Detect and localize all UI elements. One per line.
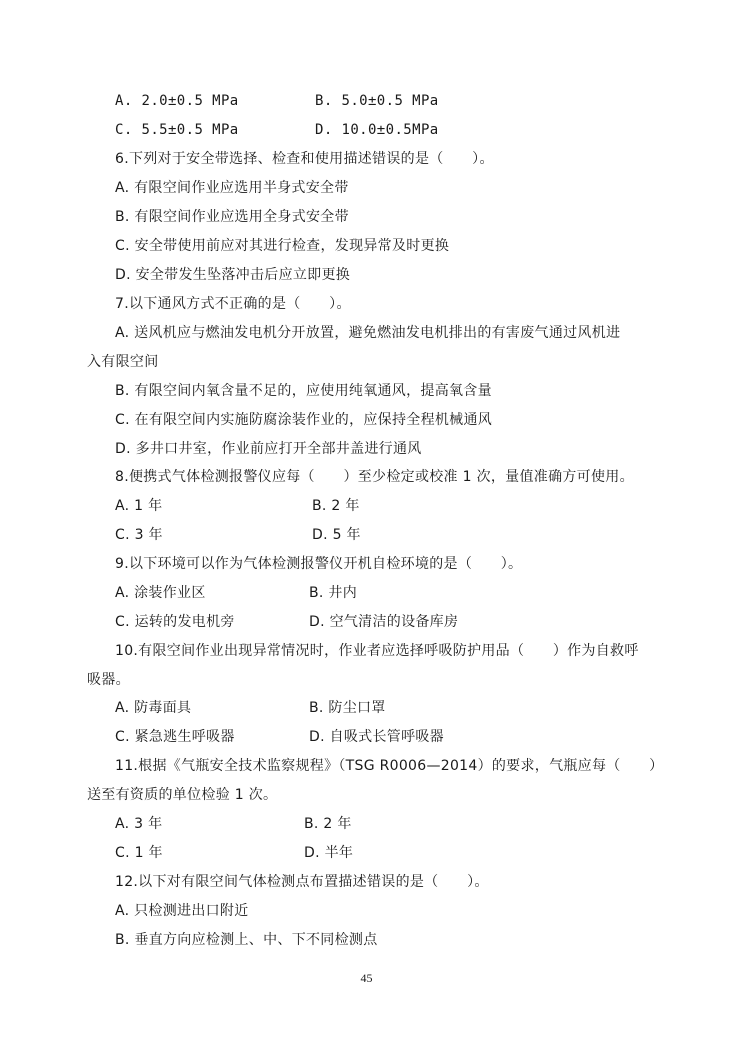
q5-option-c: C. 5.5±0.5 MPa xyxy=(115,122,239,138)
q11-option-a: A. 3 年 xyxy=(115,816,163,832)
q9-option-c: C. 运转的发电机旁 xyxy=(115,614,235,630)
q8-option-d: D. 5 年 xyxy=(312,527,361,543)
q5-option-b: B. 5.0±0.5 MPa xyxy=(315,93,439,109)
q11-option-c: C. 1 年 xyxy=(115,845,163,861)
q7-option-b: B. 有限空间内氧含量不足的，应使用纯氧通风，提高氧含量 xyxy=(115,383,492,399)
q6-option-a: A. 有限空间作业应选用半身式安全带 xyxy=(115,180,349,196)
question-11-continued: 送至有资质的单位检验 1 次。 xyxy=(87,787,278,803)
q11-option-d: D. 半年 xyxy=(304,845,354,861)
q7-option-c: C. 在有限空间内实施防腐涂装作业的，应保持全程机械通风 xyxy=(115,412,493,428)
q10-option-c: C. 紧急逃生呼吸器 xyxy=(115,729,235,745)
question-8: 8.便携式气体检测报警仪应每（ ）至少检定或校准 1 次，量值准确方可使用。 xyxy=(115,469,634,485)
q9-option-b: B. 井内 xyxy=(309,585,358,601)
question-9: 9.以下环境可以作为气体检测报警仪开机自检环境的是（ ）。 xyxy=(115,556,523,572)
q6-option-c: C. 安全带使用前应对其进行检查，发现异常及时更换 xyxy=(115,238,450,254)
q8-option-c: C. 3 年 xyxy=(115,527,163,543)
q10-option-d: D. 自吸式长管呼吸器 xyxy=(309,729,444,745)
q5-option-d: D. 10.0±0.5MPa xyxy=(315,122,439,138)
q6-option-d: D. 安全带发生坠落冲击后应立即更换 xyxy=(115,267,351,283)
q6-option-b: B. 有限空间作业应选用全身式安全带 xyxy=(115,209,349,225)
q9-option-a: A. 涂装作业区 xyxy=(115,585,206,601)
q8-option-b: B. 2 年 xyxy=(312,498,360,514)
q5-option-a: A. 2.0±0.5 MPa xyxy=(115,93,239,109)
q12-option-a: A. 只检测进出口附近 xyxy=(115,903,249,919)
question-7: 7.以下通风方式不正确的是（ ）。 xyxy=(115,296,351,312)
q10-option-b: B. 防尘口罩 xyxy=(309,700,386,716)
question-10-continued: 吸器。 xyxy=(87,672,130,688)
q10-option-a: A. 防毒面具 xyxy=(115,700,192,716)
question-11: 11.根据《气瓶安全技术监察规程》（TSG R0006—2014）的要求，气瓶应每（ ） xyxy=(115,758,664,774)
q7-option-a-continued: 入有限空间 xyxy=(87,354,159,370)
q12-option-b: B. 垂直方向应检测上、中、下不同检测点 xyxy=(115,932,378,948)
q9-option-d: D. 空气清洁的设备库房 xyxy=(309,614,459,630)
q8-option-a: A. 1 年 xyxy=(115,498,163,514)
page-number: 45 xyxy=(360,971,373,985)
q11-option-b: B. 2 年 xyxy=(304,816,352,832)
question-12: 12.以下对有限空间气体检测点布置描述错误的是（ ）。 xyxy=(115,874,489,890)
question-6: 6.下列对于安全带选择、检查和使用描述错误的是（ ）。 xyxy=(115,151,494,167)
q7-option-d: D. 多井口井室，作业前应打开全部井盖进行通风 xyxy=(115,441,422,457)
q7-option-a: A. 送风机应与燃油发电机分开放置，避免燃油发电机排出的有害废气通过风机进 xyxy=(115,325,621,341)
question-10: 10.有限空间作业出现异常情况时，作业者应选择呼吸防护用品（ ）作为自救呼 xyxy=(115,643,639,659)
